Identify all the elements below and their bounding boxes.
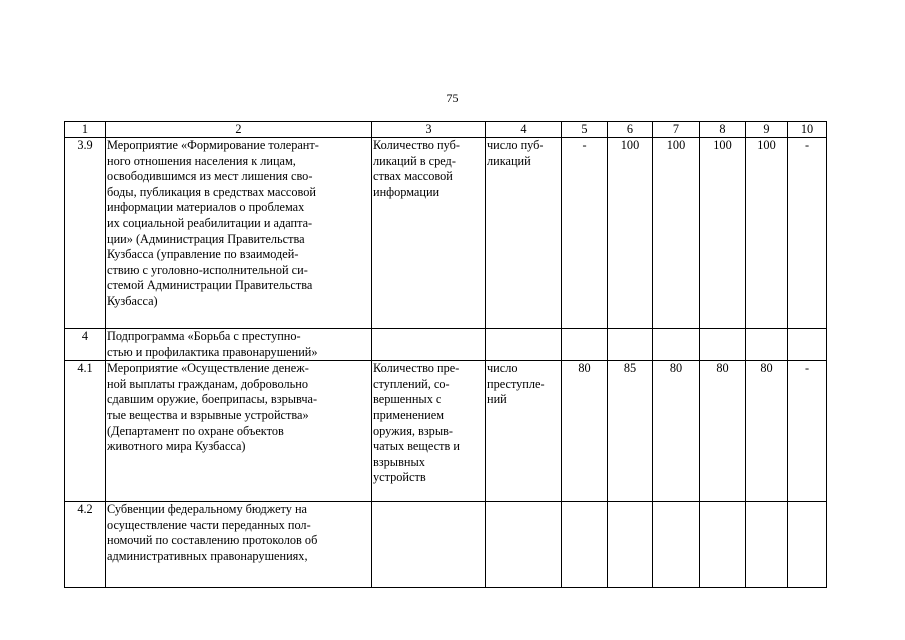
cell-text-line: преступле- [487, 376, 545, 391]
column-header: 2 [106, 122, 372, 138]
cell-text-line: оружия, взрыв- [373, 423, 453, 438]
cell-text-line: стемой Администрации Правительства [107, 278, 313, 293]
value-cell [562, 329, 608, 361]
value-cell: - [788, 138, 827, 329]
column-header: 7 [653, 122, 700, 138]
cell-text-line: стью и профилактика правонарушений» [107, 344, 318, 359]
indicators-table [64, 121, 827, 588]
column-header: 8 [700, 122, 746, 138]
value-cell: - [788, 361, 827, 502]
cell-text-line: информации [373, 184, 440, 199]
column-header: 9 [746, 122, 788, 138]
unit-of-measure [486, 329, 562, 361]
value-cell [700, 329, 746, 361]
cell-text-line: сдавшим оружие, боеприпасы, взрывча- [107, 392, 318, 407]
cell-text-line: информации материалов о проблемах [107, 200, 305, 215]
value-cell [653, 502, 700, 588]
cell-text-line: ствию с уголовно-исполнительной си- [107, 262, 308, 277]
value-cell: - [562, 138, 608, 329]
value-cell [653, 329, 700, 361]
cell-text-line: Мероприятие «Формирование толерант- [107, 138, 319, 152]
cell-text-line: административных правонарушениях, [107, 548, 308, 563]
value-cell [562, 502, 608, 588]
value-cell: 100 [608, 138, 653, 329]
cell-text-line: ствах массовой [373, 169, 453, 184]
cell-text-line: Кузбасса (управление по взаимодей- [107, 247, 299, 262]
cell-text-line: ции» (Администрация Правительства [107, 231, 305, 246]
column-header: 3 [372, 122, 486, 138]
cell-text-line: Субвенции федеральному бюджету на [107, 502, 308, 517]
value-cell: 80 [746, 361, 788, 502]
unit-of-measure [486, 502, 562, 588]
table-row [65, 502, 827, 588]
column-header: 1 [65, 122, 106, 138]
value-cell [788, 329, 827, 361]
cell-text-line: их социальной реабилитации и адапта- [107, 215, 313, 230]
cell-text-line: животного мира Кузбасса) [107, 439, 246, 454]
cell-text-line: ний [487, 392, 507, 407]
cell-text-line: (Департамент по охране объектов [107, 423, 284, 438]
column-header: 6 [608, 122, 653, 138]
cell-text-line: осуществление части переданных пол- [107, 517, 311, 532]
cell-text-line: Мероприятие «Осуществление денеж- [107, 361, 309, 376]
cell-text-line: Кузбасса) [107, 293, 158, 308]
cell-text-line: ликаций в сред- [373, 153, 456, 168]
indicator-name [372, 361, 486, 502]
cell-text-line: боды, публикация в средствах массовой [107, 184, 316, 199]
cell-text-line: освободившимся из мест лишения сво- [107, 169, 313, 184]
value-cell [746, 329, 788, 361]
column-header: 10 [788, 122, 827, 138]
indicator-name [372, 502, 486, 588]
cell-text-line: ступлений, со- [373, 376, 450, 391]
value-cell: 100 [700, 138, 746, 329]
column-header: 4 [486, 122, 562, 138]
value-cell [746, 502, 788, 588]
value-cell [608, 502, 653, 588]
value-cell [700, 502, 746, 588]
cell-text-line: Количество пре- [373, 361, 460, 376]
value-cell: 80 [700, 361, 746, 502]
cell-text-line: тые вещества и взрывные устройства» [107, 407, 309, 422]
cell-text-line: вершенных с [373, 392, 442, 407]
measure-description [106, 329, 372, 361]
measure-description [106, 138, 372, 329]
value-cell: 80 [653, 361, 700, 502]
cell-text-line: номочий по составлению протоколов об [107, 533, 318, 548]
value-cell: 85 [608, 361, 653, 502]
cell-text-line: число пуб- [487, 138, 544, 152]
table-row [65, 329, 827, 361]
measure-description [106, 361, 372, 502]
row-number: 4.1 [65, 361, 106, 502]
value-cell: 100 [746, 138, 788, 329]
cell-text-line: Количество пуб- [373, 138, 460, 152]
column-header: 5 [562, 122, 608, 138]
cell-text-line: ликаций [487, 153, 531, 168]
indicator-name [372, 329, 486, 361]
unit-of-measure [486, 138, 562, 329]
table-header-row [65, 122, 827, 138]
value-cell: 80 [562, 361, 608, 502]
cell-text-line: взрывных [373, 454, 425, 469]
cell-text-line: чатых веществ и [373, 439, 460, 454]
value-cell [788, 502, 827, 588]
cell-text-line: ного отношения населения к лицам, [107, 153, 296, 168]
row-number: 4 [65, 329, 106, 361]
row-number: 3.9 [65, 138, 106, 329]
cell-text-line: ной выплаты гражданам, добровольно [107, 376, 308, 391]
measure-description [106, 502, 372, 588]
cell-text-line: устройств [373, 470, 426, 485]
indicator-name [372, 138, 486, 329]
value-cell: 100 [653, 138, 700, 329]
cell-text-line: число [487, 361, 518, 376]
unit-of-measure [486, 361, 562, 502]
cell-text-line: применением [373, 407, 444, 422]
cell-text-line: Подпрограмма «Борьба с преступно- [107, 329, 301, 343]
row-number: 4.2 [65, 502, 106, 588]
page-number: 75 [446, 91, 459, 105]
table-row [65, 138, 827, 329]
table-row [65, 361, 827, 502]
value-cell [608, 329, 653, 361]
